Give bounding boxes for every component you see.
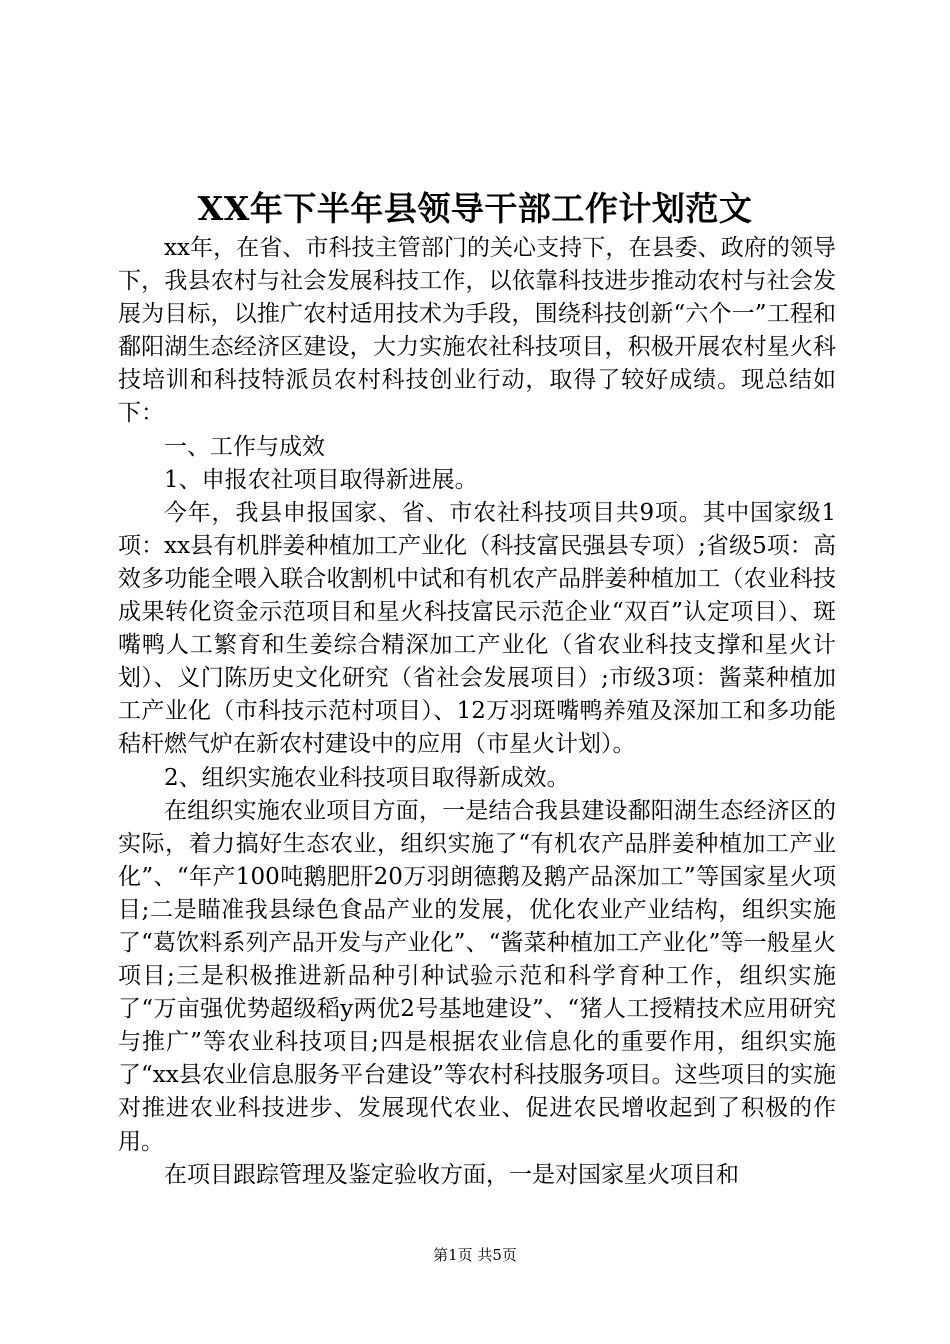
subheading-project-application: 1、申报农社项目取得新进展。 [164,466,478,493]
page-indicator: 第1页 共5页 [433,1246,517,1264]
section-heading-work-results: 一、工作与成效 [164,433,325,460]
paragraph-project-tracking: 在项目跟踪管理及鉴定验收方面，一是对国家星火项目和 [164,1161,739,1188]
document-title: XX年下半年县领导干部工作计划范文 [197,189,753,228]
paragraph-project-application: 今年，我县申报国家、省、市农社科技项目共9项。其中国家级1项：xx县有机胖姜种植加工产业化（科技富民强县专项）;省级5项：高效多功能全喂入联合收割机中试和有机农产品胖姜种植加工（农业科技成果转化资金示范项目和星火科技富民示范企业“双百”认定项目）、斑嘴鸭人工繁育和生姜综合精深加工产业化（省农业科技支撑和星火计划）、义门陈历史文化研究（省社会发展项目）;市级3项：酱菜种植加工产业化（市科技示范村项目）、12万羽斑嘴鸭养殖及深加工和多功能秸杆燃气炉在新农村建设中的应用（市星火计划）。 [118,499,836,758]
subheading-project-implementation: 2、组织实施农业科技项目取得新成效。 [164,764,570,791]
document-body [118,232,836,1192]
paragraph-intro: xx年，在省、市科技主管部门的关心支持下，在县委、政府的领导下，我县农村与社会发展科技工作，以依靠科技进步推动农村与社会发展为目标，以推广农村适用技术为手段，围绕科技创新“六个一”工程和鄱阳湖生态经济区建设，大力实施农社科技项目，积极开展农村星火科技培训和科技特派员农村科技创业行动，取得了较好成绩。现总结如下： [118,235,836,427]
paragraph-project-implementation: 在组织实施农业项目方面，一是结合我县建设鄱阳湖生态经济区的实际，着力搞好生态农业，组织实施了“有机农产品胖姜种植加工产业化”、“年产100吨鹅肥肝20万羽朗德鹅及鹅产品深加工”等国家星火项目;二是瞄准我县绿色食品产业的发展，优化农业产业结构，组织实施了“葛饮料系列产品开发与产业化”、“酱菜种植加工产业化”等一般星火项目;三是积极推进新品种引种试验示范和科学育种工作，组织实施了“万亩强优势超级稻y两优2号基地建设”、“猪人工授精技术应用研究与推广”等农业科技项目;四是根据农业信息化的重要作用，组织实施了“xx县农业信息服务平台建设”等农村科技服务项目。这些项目的实施对推进农业科技进步、发展现代农业、促进农民增收起到了积极的作用。 [118,797,836,1155]
